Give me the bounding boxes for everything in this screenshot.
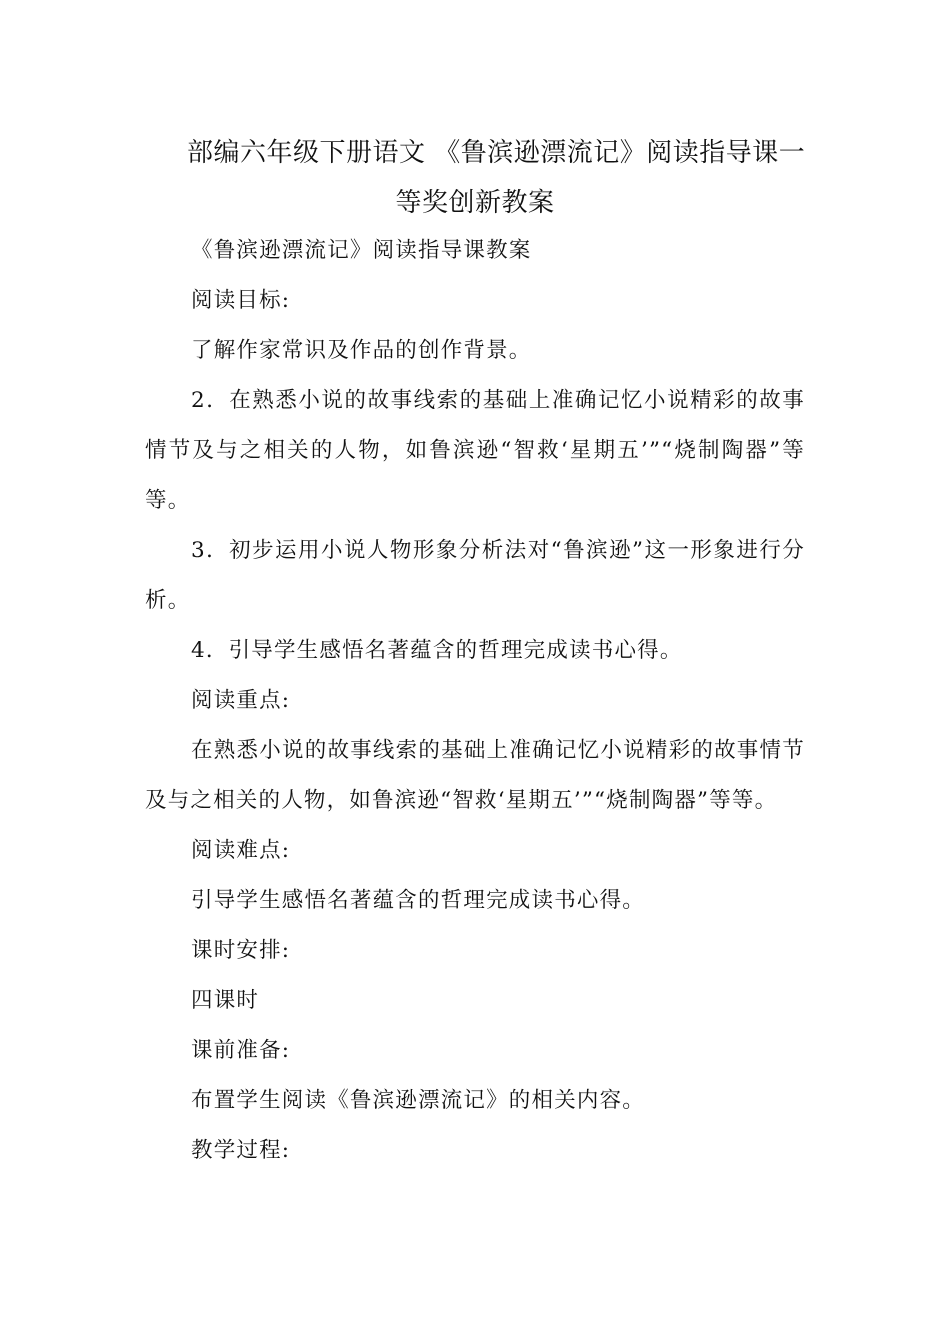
section-heading-reading-focus: 阅读重点: [191,688,291,713]
section-heading-teaching-process: 教学过程: [191,1138,291,1163]
goal-item-1: 了解作家常识及作品的创作背景。 [191,338,532,363]
section-heading-preparation: 课前准备: [191,1038,291,1063]
goal-item-2: 2．在熟悉小说的故事线索的基础上准确记忆小说精彩的故事情节及与之相关的人物，如鲁滨逊“智救‘星期五’”“烧制陶器”等等。 [145,388,805,513]
preparation-text: 布置学生阅读《鲁滨逊漂流记》的相关内容。 [191,1088,646,1113]
document-title [145,128,805,228]
reading-focus-text: 在熟悉小说的故事线索的基础上准确记忆小说精彩的故事情节及与之相关的人物，如鲁滨逊“智救‘星期五’”“烧制陶器”等等。 [145,738,805,813]
title-line-1: 部编六年级下册语文 《鲁滨逊漂流记》阅读指导课一 [187,138,806,168]
schedule-text: 四课时 [191,988,260,1013]
section-heading-schedule: 课时安排: [191,938,291,963]
title-line-2: 等奖创新教案 [395,188,555,218]
goal-item-4: 4．引导学生感悟名著蕴含的哲理完成读书心得。 [191,638,683,663]
reading-difficulty-text: 引导学生感悟名著蕴含的哲理完成读书心得。 [191,888,646,913]
section-heading-reading-difficulty: 阅读难点: [191,838,291,863]
section-heading-reading-goals: 阅读目标: [191,288,291,313]
goal-item-3: 3．初步运用小说人物形象分析法对“鲁滨逊”这一形象进行分析。 [145,538,805,613]
document-body [145,226,805,1176]
lesson-plan-heading: 《鲁滨逊漂流记》阅读指导课教案 [191,238,532,263]
